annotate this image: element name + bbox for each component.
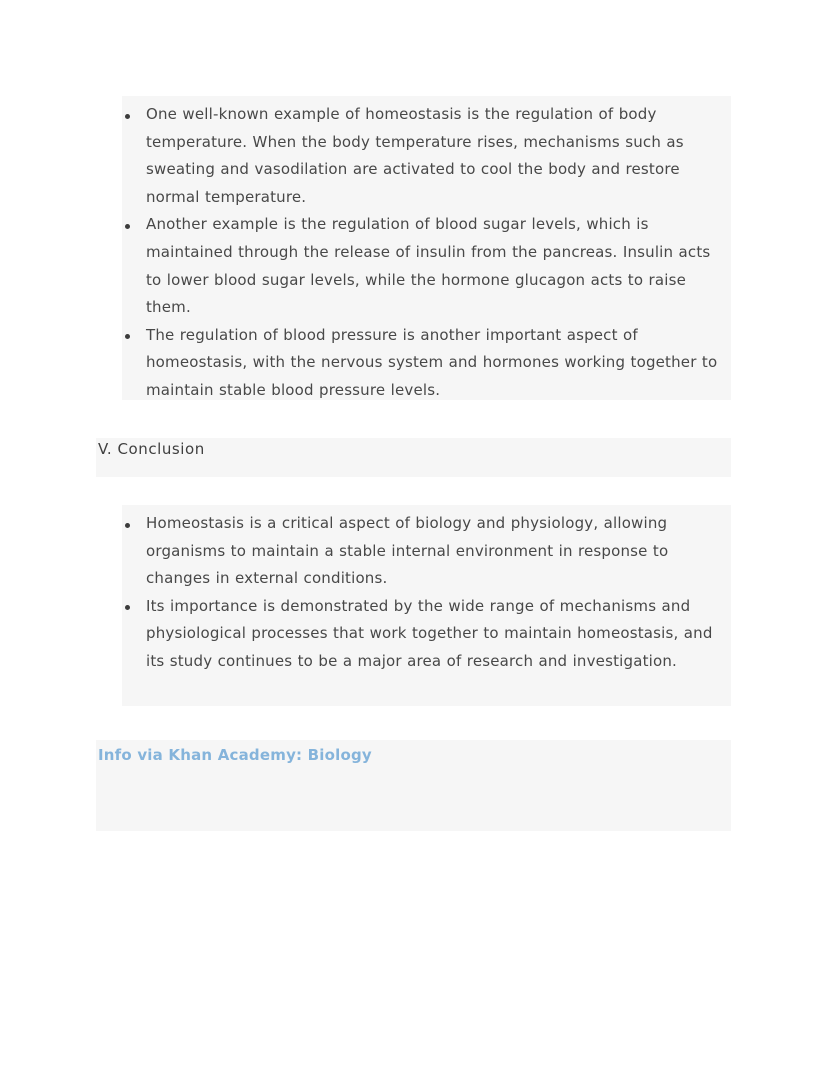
examples-bullet-panel: [122, 96, 731, 400]
list-item: Homeostasis is a critical aspect of biology and physiology, allowing organisms to maintain a stable internal environment in response to changes in external conditions.: [122, 510, 731, 593]
conclusion-heading-panel: [96, 438, 731, 477]
list-item: Another example is the regulation of blood sugar levels, which is maintained through the release of insulin from the pancreas. Insulin acts to lower blood sugar levels, while the hormone glucagon acts to raise them.: [122, 211, 731, 321]
examples-bullet-list: [122, 96, 731, 405]
source-link[interactable]: Info via Khan Academy: Biology: [98, 746, 372, 764]
list-item: The regulation of blood pressure is another important aspect of homeostasis, with the nervous system and hormones working together to maintain stable blood pressure levels.: [122, 322, 731, 405]
conclusion-bullet-panel: [122, 505, 731, 706]
list-item: One well-known example of homeostasis is the regulation of body temperature. When the body temperature rises, mechanisms such as sweating and vasodilation are activated to cool the body and restore normal temperature.: [122, 101, 731, 211]
section-heading: V. Conclusion: [98, 440, 205, 458]
list-item: Its importance is demonstrated by the wide range of mechanisms and physiological processes that work together to maintain homeostasis, and its study continues to be a major area of research and investigation.: [122, 593, 731, 676]
source-attribution-panel: [96, 740, 731, 831]
conclusion-bullet-list: [122, 505, 731, 676]
